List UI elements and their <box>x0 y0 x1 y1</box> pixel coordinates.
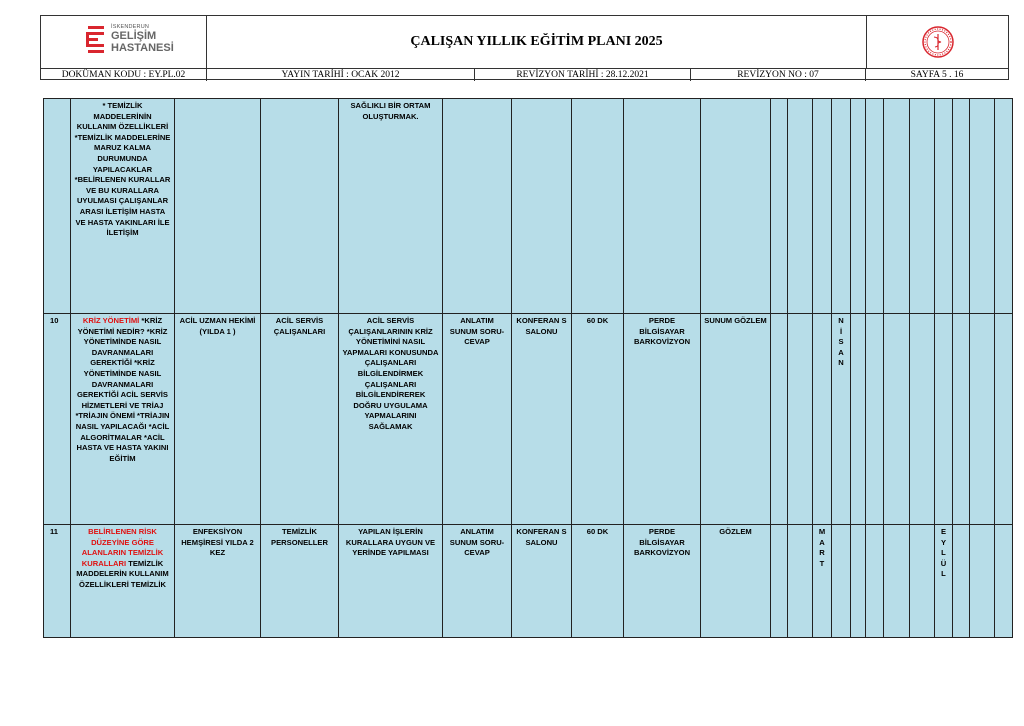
duration-cell: 60 DK <box>572 525 624 638</box>
method-cell <box>443 99 512 314</box>
month-cell <box>813 99 832 314</box>
goal-cell: YAPILAN İŞLERİN KURALLARA UYGUN VE YERİNDE YAPILMASI <box>339 525 443 638</box>
logo-line1: GELİŞİM <box>111 30 157 42</box>
topic-title: KRİZ YÖNETİMİ <box>82 316 140 325</box>
place-cell: KONFERAN S SALONU <box>512 314 572 525</box>
audience-cell <box>261 99 339 314</box>
month-cell <box>851 314 866 525</box>
month-cell <box>771 314 788 525</box>
trainer-cell: ENFEKSİYON HEMŞİRESİ YILDA 2 KEZ <box>175 525 261 638</box>
month-cell <box>788 314 813 525</box>
topic-cell <box>71 525 175 638</box>
document-meta-row <box>41 68 1008 81</box>
evaluation-cell: GÖZLEM <box>701 525 771 638</box>
document-header <box>40 15 1009 80</box>
table-row <box>44 99 1013 314</box>
evaluation-cell: SUNUM GÖZLEM <box>701 314 771 525</box>
month-cell <box>884 525 910 638</box>
hospital-logo-icon <box>86 25 106 57</box>
month-cell <box>910 525 935 638</box>
tools-cell <box>624 99 701 314</box>
doc-code: DOKÜMAN KODU : EY.PL.02 <box>41 69 207 81</box>
month-cell <box>970 525 995 638</box>
month-cell <box>995 99 1013 314</box>
tools-cell: PERDE BİLGİSAYAR BARKOVİZYON <box>624 314 701 525</box>
month-cell <box>995 525 1013 638</box>
month-cell <box>910 99 935 314</box>
month-cell <box>953 99 970 314</box>
page-title: ÇALIŞAN YILLIK EĞİTİM PLANI 2025 <box>410 34 663 49</box>
topic-title: BELİRLENEN RİSK DÜZEYİNE GÖRE ALANLARIN TEMİZLİK KURALLARI <box>81 527 164 568</box>
month-cell <box>851 99 866 314</box>
duration-cell: 60 DK <box>572 314 624 525</box>
logo-line2: HASTANESİ <box>111 42 174 54</box>
goal-cell: ACİL SERVİS ÇALIŞANLARININ KRİZ YÖNETİMİNİ NASIL YAPMALARI KONUSUNDA ÇALIŞANLARI BİLGİLENDİRMEK ÇALIŞANLARI BİLGİLENDİREREK DOĞRU UYGULAMA YAPMALARINI SAĞLAMAK <box>339 314 443 525</box>
training-plan-table <box>43 98 1013 638</box>
month-cell <box>970 99 995 314</box>
revision-number: REVİZYON NO : 07 <box>691 69 866 81</box>
row-number-cell: 11 <box>44 525 71 638</box>
row-number-cell <box>44 99 71 314</box>
logo-top-text: İSKENDERUN <box>111 24 150 30</box>
month-cell: M A R T <box>813 525 832 638</box>
trainer-cell <box>175 99 261 314</box>
topic-details: TEMİZLİK MADDELERİN KULLANIM ÖZELLİKLERİ TEMİZLİK <box>76 558 169 589</box>
topic-cell <box>71 314 175 525</box>
month-cell: E Y L Ü L <box>935 525 953 638</box>
tools-cell: PERDE BİLGİSAYAR BARKOVİZYON <box>624 525 701 638</box>
table-row <box>44 314 1013 525</box>
method-cell: ANLATIM SUNUM SORU-CEVAP <box>443 525 512 638</box>
month-cell <box>910 314 935 525</box>
month-cell <box>953 525 970 638</box>
goal-cell: SAĞLIKLI BİR ORTAM OLUŞTURMAK. <box>339 99 443 314</box>
month-cell <box>866 99 884 314</box>
month-cell <box>832 99 851 314</box>
hospital-logo <box>41 16 207 68</box>
revision-date: REVİZYON TARİHİ : 28.12.2021 <box>475 69 691 81</box>
month-cell <box>935 314 953 525</box>
audience-cell: TEMİZLİK PERSONELLER <box>261 525 339 638</box>
month-cell <box>771 99 788 314</box>
ministry-seal-icon <box>866 16 1008 68</box>
month-cell <box>970 314 995 525</box>
month-cell <box>788 99 813 314</box>
method-cell: ANLATIM SUNUM SORU-CEVAP <box>443 314 512 525</box>
month-cell <box>851 525 866 638</box>
place-cell: KONFERAN S SALONU <box>512 525 572 638</box>
trainer-cell: ACİL UZMAN HEKİMİ (YILDA 1 ) <box>175 314 261 525</box>
month-cell: N İ S A N <box>832 314 851 525</box>
place-cell <box>512 99 572 314</box>
month-cell <box>788 525 813 638</box>
month-cell <box>884 314 910 525</box>
month-cell <box>771 525 788 638</box>
publish-date: YAYIN TARİHİ : OCAK 2012 <box>207 69 475 81</box>
month-cell <box>832 525 851 638</box>
row-number-cell: 10 <box>44 314 71 525</box>
evaluation-cell <box>701 99 771 314</box>
duration-cell <box>572 99 624 314</box>
month-cell <box>884 99 910 314</box>
topic-details: * TEMİZLİK MADDELERİNİN KULLANIM ÖZELLİKLERİ *TEMİZLİK MADDELERİNE MARUZ KALMA DURUMUNDA YAPILACAKLAR *BELİRLENEN KURALLAR VE BU KURALLARA UYULMASI ÇALIŞANLAR ARASI İLETİŞİM HASTA VE HASTA YAKINLARI İLE İLETİŞİM <box>74 101 171 238</box>
month-cell <box>995 314 1013 525</box>
month-cell <box>935 99 953 314</box>
month-cell <box>866 525 884 638</box>
topic-details: *KRİZ YÖNETİMİ NEDİR? *KRİZ YÖNETİMİNDE NASIL DAVRANMALARI GEREKTİĞİ *KRİZ YÖNETİMİNDE NASIL DAVRANMALARI GEREKTİĞİ ACİL SERVİS HİZMETLERİ VE TRİAJ *TRİAJIN ÖNEMİ *TRİAJIN NASIL YAPILACAĞI *ACİL ALGORİTMALAR *ACİL HASTA VE HASTA YAKINI EĞİTİM <box>75 316 170 463</box>
topic-cell <box>71 99 175 314</box>
audience-cell: ACİL SERVİS ÇALIŞANLARI <box>261 314 339 525</box>
month-cell <box>813 314 832 525</box>
page-number: SAYFA 5 . 16 <box>910 70 964 80</box>
month-cell <box>866 314 884 525</box>
table-row <box>44 525 1013 638</box>
month-cell <box>953 314 970 525</box>
